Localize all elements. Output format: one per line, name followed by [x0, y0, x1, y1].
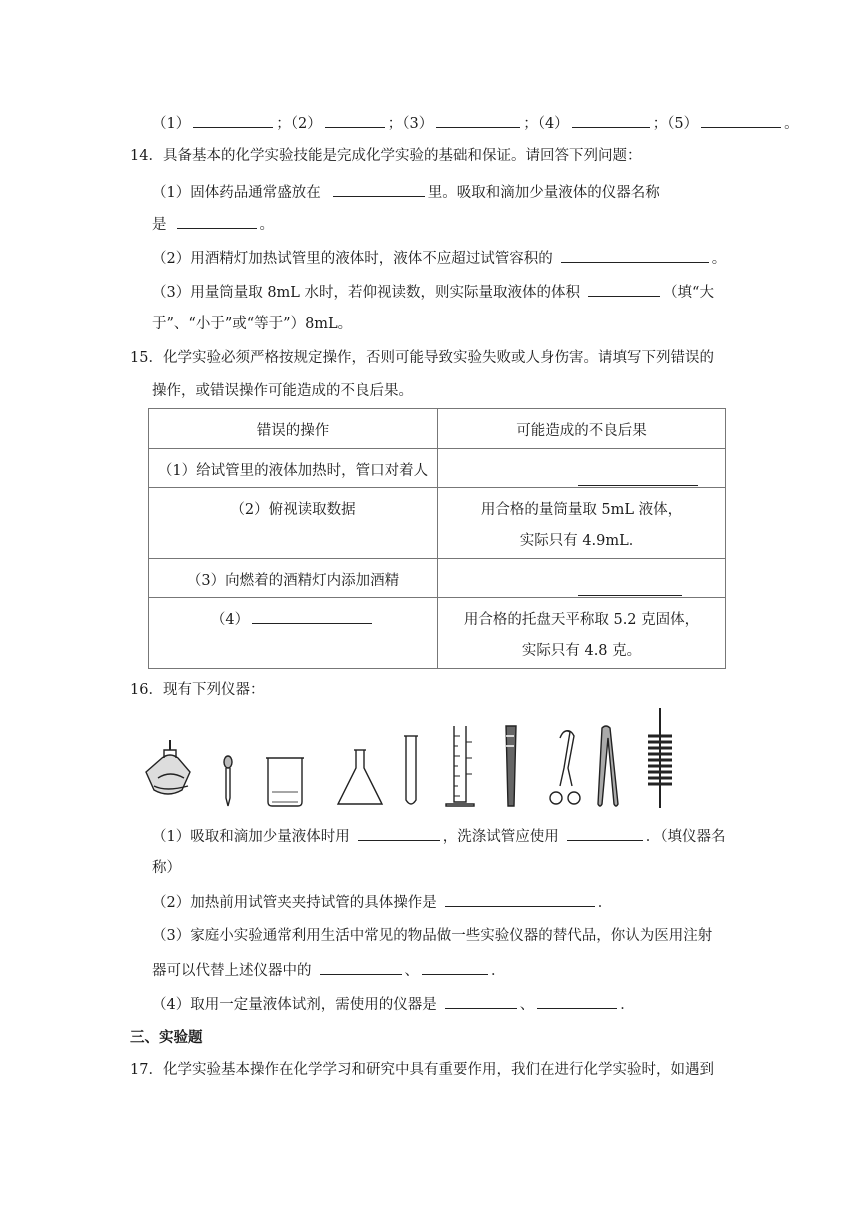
table-cell-op-3: （3）向燃着的酒精灯内添加酒精: [149, 559, 438, 598]
table-cell-result-2: 用合格的量筒量取 5mL 液体， 实际只有 4.9mL．: [438, 488, 726, 559]
q16-p1-text-a: （1）吸取和滴加少量液体时用: [152, 829, 350, 845]
q16-p3-text-b: 器可以代替上述仪器中的: [152, 963, 312, 979]
q14-part3-line1: [152, 282, 714, 303]
q16-p1-text-c: ．（填仪器名: [645, 829, 726, 845]
beaker-icon: [266, 758, 304, 806]
q16-p4-text-a: （4）取用一定量液体试剂，需使用的仪器是: [152, 997, 437, 1013]
q14-stem: 14．具备基本的化学实验技能是完成化学实验的基础和保证。请回答下列问题：: [130, 148, 642, 164]
q16-blank-1[interactable]: [358, 826, 440, 841]
section-heading-experiment: 三、实验题: [130, 1029, 203, 1046]
q13-blank-5[interactable]: [701, 113, 781, 128]
table-cell-op-1: （1）给试管里的液体加热时，管口对着人: [149, 449, 438, 488]
q13-blank-1[interactable]: [193, 113, 273, 128]
q16-part4: [152, 994, 635, 1015]
table-row: [149, 449, 726, 488]
q15-blank-1: [578, 471, 698, 486]
table-header-operation: 错误的操作: [149, 409, 438, 449]
table-cell-result-1[interactable]: [438, 449, 726, 488]
q13-label-2: ；（2）: [276, 116, 322, 132]
q16-p4-text-c: ．: [620, 997, 635, 1013]
q16-part1-line2: 称）: [152, 860, 181, 876]
q14-p1-text-a: （1）固体药品通常盛放在: [152, 185, 321, 201]
q13-blank-4[interactable]: [572, 113, 650, 128]
conical-flask-icon: [338, 750, 382, 804]
q13-blank-3[interactable]: [436, 113, 520, 128]
q16-blank-5[interactable]: [422, 960, 488, 975]
q13-blank-2[interactable]: [325, 113, 385, 128]
test-tube-icon: [404, 736, 418, 804]
q16-p3-text-c: 、: [404, 963, 419, 979]
q16-blank-4[interactable]: [320, 960, 402, 975]
table-header-row: [149, 409, 726, 449]
q14-blank-2[interactable]: [177, 214, 257, 229]
q16-part2: [152, 892, 612, 913]
table-row: [149, 488, 726, 559]
table-cell-op-2: （2）俯视读取数据: [149, 488, 438, 559]
q15-stem-line1: 15．化学实验必须严格按规定操作，否则可能导致实验失败或人身伤害。请填写下列错误的: [130, 350, 714, 366]
q14-blank-3[interactable]: [561, 248, 709, 263]
table-cell-result-3[interactable]: [438, 559, 726, 598]
q14-p1-text-d: 。: [259, 217, 274, 233]
q13-label-4: ；（4）: [523, 116, 569, 132]
q13-end: 。: [784, 116, 799, 132]
q14-p1-text-b: 里。吸取和滴加少量液体的仪器名称: [427, 185, 660, 201]
q16-stem: 16．现有下列仪器：: [130, 682, 265, 698]
q13-label-5: ；（5）: [652, 116, 699, 132]
q16-p2-text-b: ．: [597, 895, 613, 911]
q14-part2: [152, 248, 726, 269]
q14-part1-line2: [152, 214, 274, 235]
q13-answer-line: [152, 113, 799, 134]
q15-table: [148, 408, 726, 669]
test-tube-holder-icon: [506, 726, 516, 806]
q14-blank-1[interactable]: [333, 182, 425, 197]
tweezers-icon: [598, 726, 618, 806]
table-header-consequence: 可能造成的不良后果: [438, 409, 726, 449]
q15-blank-3[interactable]: [252, 609, 372, 624]
test-tube-brush-icon: [648, 708, 672, 808]
q14-p2-text-a: （2）用酒精灯加热试管里的液体时，液体不应超过试管容积的: [152, 251, 553, 267]
q13-label-3: ；（3）: [387, 116, 434, 132]
table-row: [149, 598, 726, 669]
q14-p1-text-c: 是: [152, 217, 167, 233]
q16-p2-text-a: （2）加热前用试管夹夹持试管的具体操作是: [152, 895, 437, 911]
q16-part3-line1: （3）家庭小实验通常利用生活中常见的物品做一些实验仪器的替代品，你认为医用注射: [152, 928, 713, 944]
q14-blank-4[interactable]: [588, 282, 660, 297]
table-cell-op-4: （4）: [149, 598, 438, 669]
q16-blank-3[interactable]: [445, 892, 595, 907]
crucible-tongs-icon: [550, 731, 580, 804]
table-row: [149, 559, 726, 598]
q17-stem: 17．化学实验基本操作在化学学习和研究中具有重要作用，我们在进行化学实验时，如遇到: [130, 1062, 714, 1078]
q13-label-1: （1）: [152, 116, 191, 132]
q16-part1-line1: [152, 826, 725, 847]
alcohol-lamp-icon: [146, 740, 190, 794]
q14-p3-text-b: （填“大: [663, 285, 714, 301]
q14-part1-line1: [152, 182, 660, 203]
q16-part3-line2: [152, 960, 506, 981]
q14-part3-line2: 于”、“小于”或“等于”）8mL。: [152, 316, 353, 332]
q14-p2-text-b: 。: [711, 251, 727, 267]
q16-p4-text-b: 、: [519, 997, 535, 1013]
table-cell-result-4: 用合格的托盘天平称取 5.2 克固体， 实际只有 4.8 克。: [438, 598, 726, 669]
instrument-figure: [140, 706, 720, 816]
dropper-icon: [224, 756, 232, 806]
q14-p3-text-a: （3）用量筒量取 8mL 水时，若仰视读数，则实际量取液体的体积: [152, 285, 581, 301]
q16-p3-text-d: ．: [491, 963, 506, 979]
graduated-cylinder-icon: [446, 726, 474, 806]
q15-blank-2: [578, 581, 682, 596]
q16-blank-2[interactable]: [567, 826, 643, 841]
q16-blank-7[interactable]: [537, 994, 617, 1009]
q16-p1-text-b: ，洗涤试管应使用: [442, 829, 559, 845]
q16-blank-6[interactable]: [445, 994, 517, 1009]
q15-stem-line2: 操作，或错误操作可能造成的不良后果。: [152, 383, 413, 399]
